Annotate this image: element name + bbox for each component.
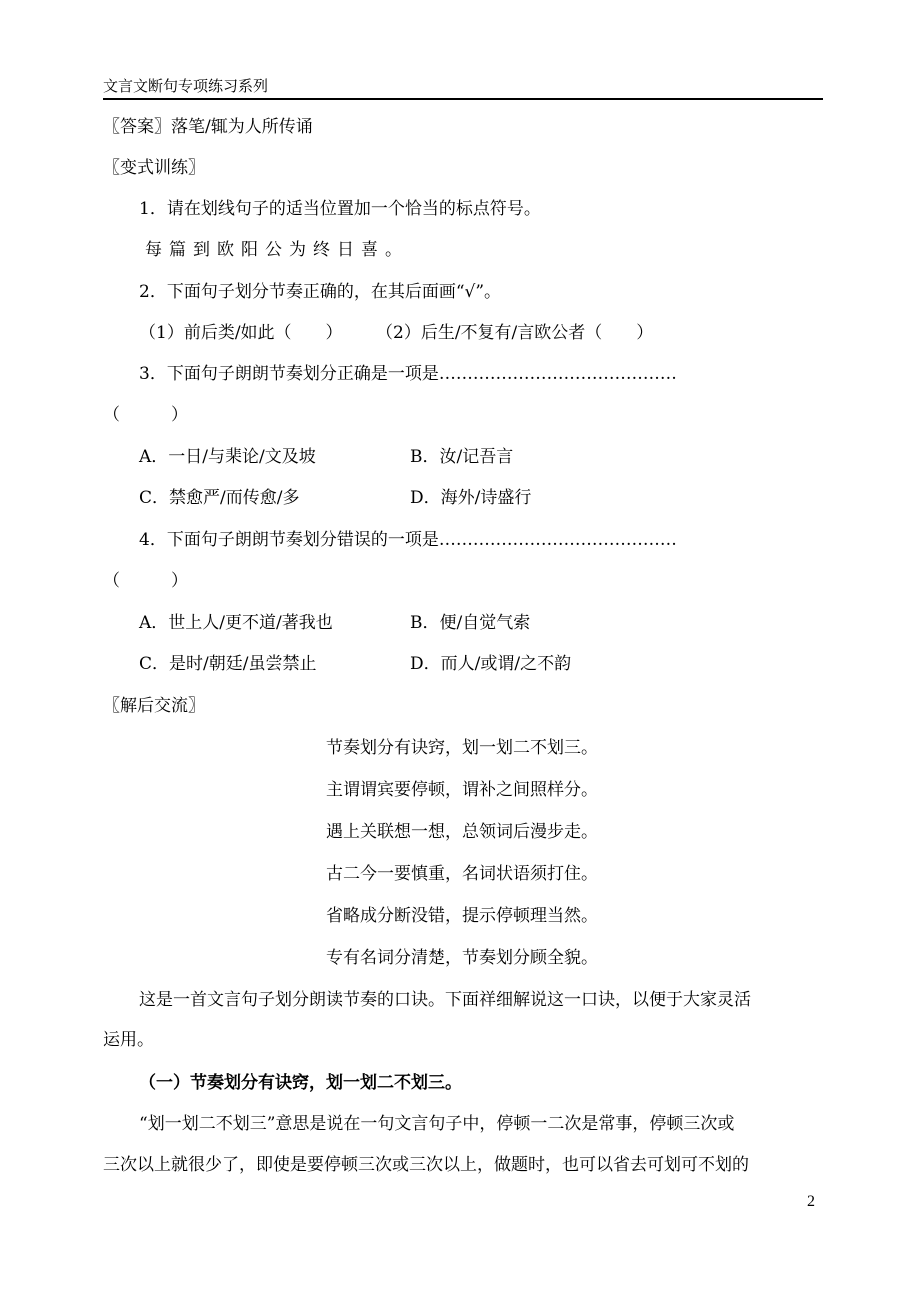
q2-option-2: （2）后生/不复有/言欧公者（ ）	[376, 323, 654, 343]
q3-prompt: 3．下面句子朗朗节奏划分正确是一项是……………………………………	[139, 364, 677, 384]
section-1-heading: （一）节奏划分有诀窍，划一划二不划三。	[139, 1073, 462, 1093]
discussion-heading: 〖解后交流〗	[103, 696, 205, 716]
explanation-line2: 三次以上就很少了，即使是要停顿三次或三次以上，做题时，也可以省去可划可不划的	[103, 1155, 749, 1175]
poem-line: 专有名词分清楚，节奏划分顾全貌。	[326, 948, 598, 968]
q3-option-d: D．海外/诗盛行	[410, 488, 532, 508]
q3-answer-bracket: （ ）	[103, 405, 188, 425]
page-number: 2	[807, 1193, 815, 1210]
poem-line: 节奏划分有诀窍，划一划二不划三。	[326, 738, 598, 758]
q4-prompt: 4．下面句子朗朗节奏划分错误的一项是……………………………………	[139, 530, 677, 550]
poem-line: 遇上关联想一想，总领词后漫步走。	[326, 822, 598, 842]
variant-heading: 〖变式训练〗	[103, 158, 205, 178]
intro-paragraph-line2: 运用。	[103, 1030, 154, 1050]
q1-prompt: 1．请在划线句子的适当位置加一个恰当的标点符号。	[139, 199, 541, 219]
answer-line: 〖答案〗落笔/辄为人所传诵	[103, 117, 313, 137]
q1-sentence: 每篇到欧阳公为终日喜。	[145, 240, 409, 260]
q3-option-c: C．禁愈严/而传愈/多	[139, 488, 300, 508]
q4-option-d: D．而人/或谓/之不韵	[410, 654, 572, 674]
q2-prompt: 2．下面句子划分节奏正确的，在其后面画“√”。	[139, 282, 502, 302]
q4-answer-bracket: （ ）	[103, 571, 188, 591]
poem-line: 省略成分断没错，提示停顿理当然。	[326, 906, 598, 926]
poem-line: 主谓谓宾要停顿，谓补之间照样分。	[326, 780, 598, 800]
q4-option-a: A．世上人/更不道/著我也	[139, 613, 333, 633]
q4-option-b: B．便/自觉气索	[410, 613, 531, 633]
q3-option-b: B．汝/记吾言	[410, 447, 514, 467]
q2-option-1: （1）前后类/如此（ ）	[139, 323, 343, 343]
q3-option-a: A．一日/与棐论/文及坡	[139, 447, 316, 467]
header-divider	[103, 98, 823, 100]
explanation-line1: “划一划二不划三”意思是说在一句文言句子中，停顿一二次是常事，停顿三次或	[139, 1114, 735, 1134]
q4-option-c: C．是时/朝廷/虽尝禁止	[139, 654, 317, 674]
running-header: 文言文断句专项练习系列	[103, 77, 269, 95]
poem-line: 古二今一要慎重，名词状语须打住。	[326, 864, 598, 884]
intro-paragraph-line1: 这是一首文言句子划分朗读节奏的口诀。下面祥细解说这一口诀，以便于大家灵活	[139, 990, 751, 1010]
